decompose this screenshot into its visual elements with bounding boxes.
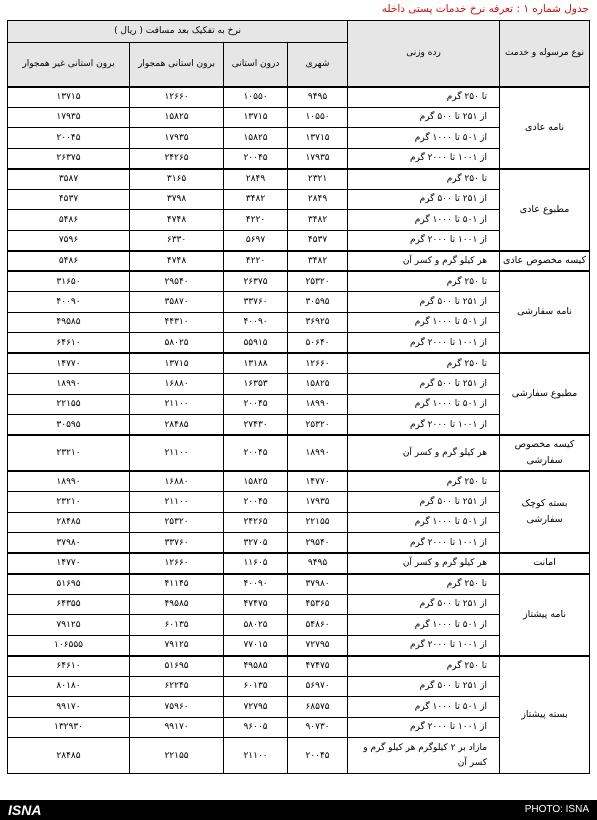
service-type-cell: امانت <box>500 553 590 574</box>
price-adjacent-cell: ۵۸۰۲۵ <box>130 333 224 354</box>
table-row <box>8 471 590 492</box>
header-city: شهری <box>288 43 348 87</box>
price-city-cell: ۱۸۹۹۰ <box>288 394 348 415</box>
price-non-adjacent-cell: ۶۴۶۱۰ <box>8 656 130 677</box>
price-in-province-cell: ۳۲۷۰۵ <box>224 533 288 554</box>
price-adjacent-cell: ۵۱۶۹۵ <box>130 656 224 677</box>
weight-range-cell: از ۵۰۱ تا ۱۰۰۰ گرم <box>348 210 500 231</box>
price-adjacent-cell: ۶۳۳۰ <box>130 230 224 251</box>
price-city-cell: ۱۸۹۹۰ <box>288 435 348 471</box>
price-city-cell: ۳۶۹۲۵ <box>288 312 348 333</box>
price-city-cell: ۱۵۸۲۵ <box>288 374 348 395</box>
price-non-adjacent-cell: ۳۱۶۵۰ <box>8 271 130 292</box>
price-non-adjacent-cell: ۶۴۶۱۰ <box>8 333 130 354</box>
price-in-province-cell: ۵۶۹۷ <box>224 230 288 251</box>
table-body <box>8 87 590 774</box>
price-non-adjacent-cell: ۳۷۹۸۰ <box>8 533 130 554</box>
price-city-cell: ۱۷۹۳۵ <box>288 148 348 169</box>
price-non-adjacent-cell: ۳۵۸۷ <box>8 169 130 190</box>
price-non-adjacent-cell: ۲۲۱۵۵ <box>8 394 130 415</box>
header-non-adjacent: برون استانی غیر همجوار <box>8 43 130 87</box>
price-in-province-cell: ۴۲۲۰ <box>224 251 288 272</box>
price-city-cell: ۳۷۹۸۰ <box>288 574 348 595</box>
price-non-adjacent-cell: ۷۹۱۲۵ <box>8 615 130 636</box>
price-city-cell: ۹۰۷۳۰ <box>288 717 348 738</box>
price-non-adjacent-cell: ۱۳۲۹۳۰ <box>8 717 130 738</box>
price-in-province-cell: ۳۴۸۲ <box>224 189 288 210</box>
header-weight: رده وزنی <box>348 21 500 87</box>
service-type-cell: نامه سفارشی <box>500 271 590 353</box>
price-non-adjacent-cell: ۲۸۴۸۵ <box>8 512 130 533</box>
service-type-cell: مطبوع عادی <box>500 169 590 251</box>
price-in-province-cell: ۵۵۹۱۵ <box>224 333 288 354</box>
price-non-adjacent-cell: ۴۹۵۸۵ <box>8 312 130 333</box>
header-service: نوع مرسوله و خدمت <box>500 21 590 87</box>
price-city-cell: ۵۶۹۷۰ <box>288 676 348 697</box>
weight-range-cell: مازاد بر ۲ کیلوگرم هر کیلو گرم و کسر آن <box>348 738 500 774</box>
table-row <box>8 353 590 374</box>
price-non-adjacent-cell: ۹۹۱۷۰ <box>8 697 130 718</box>
price-adjacent-cell: ۴۷۴۸ <box>130 251 224 272</box>
price-in-province-cell: ۱۱۶۰۵ <box>224 553 288 574</box>
weight-range-cell: از ۱۰۰۱ تا ۲۰۰۰ گرم <box>348 333 500 354</box>
service-type-cell: نامه عادی <box>500 87 590 169</box>
price-in-province-cell: ۲۴۲۶۵ <box>224 512 288 533</box>
price-adjacent-cell: ۱۶۸۸۰ <box>130 374 224 395</box>
weight-range-cell: از ۱۰۰۱ تا ۲۰۰۰ گرم <box>348 717 500 738</box>
weight-range-cell: از ۵۰۱ تا ۱۰۰۰ گرم <box>348 128 500 149</box>
price-adjacent-cell: ۲۱۱۰۰ <box>130 435 224 471</box>
price-city-cell: ۳۴۸۲ <box>288 210 348 231</box>
price-in-province-cell: ۷۲۷۹۵ <box>224 697 288 718</box>
weight-range-cell: از ۲۵۱ تا ۵۰۰ گرم <box>348 492 500 513</box>
footer-bar <box>0 800 597 820</box>
price-adjacent-cell: ۲۵۳۲۰ <box>130 512 224 533</box>
price-adjacent-cell: ۲۸۴۸۵ <box>130 415 224 436</box>
price-in-province-cell: ۱۳۱۸۸ <box>224 353 288 374</box>
price-city-cell: ۲۸۴۹ <box>288 189 348 210</box>
price-in-province-cell: ۴۷۴۷۵ <box>224 594 288 615</box>
price-in-province-cell: ۲۶۳۷۵ <box>224 271 288 292</box>
price-in-province-cell: ۲۰۰۴۵ <box>224 148 288 169</box>
table-row <box>8 87 590 108</box>
price-in-province-cell: ۷۷۰۱۵ <box>224 635 288 656</box>
price-in-province-cell: ۵۸۰۲۵ <box>224 615 288 636</box>
weight-range-cell: از ۵۰۱ تا ۱۰۰۰ گرم <box>348 697 500 718</box>
table-row <box>8 656 590 677</box>
price-adjacent-cell: ۶۲۲۴۵ <box>130 676 224 697</box>
price-adjacent-cell: ۲۲۱۵۵ <box>130 738 224 774</box>
price-adjacent-cell: ۴۱۱۴۵ <box>130 574 224 595</box>
price-adjacent-cell: ۱۶۸۸۰ <box>130 471 224 492</box>
price-adjacent-cell: ۳۷۹۸ <box>130 189 224 210</box>
weight-range-cell: تا ۲۵۰ گرم <box>348 271 500 292</box>
weight-range-cell: تا ۲۵۰ گرم <box>348 353 500 374</box>
price-adjacent-cell: ۲۹۵۴۰ <box>130 271 224 292</box>
price-city-cell: ۹۴۹۵ <box>288 87 348 108</box>
price-in-province-cell: ۱۵۸۲۵ <box>224 471 288 492</box>
price-non-adjacent-cell: ۱۴۷۷۰ <box>8 353 130 374</box>
price-adjacent-cell: ۱۷۹۳۵ <box>130 128 224 149</box>
table-row <box>8 574 590 595</box>
price-non-adjacent-cell: ۲۰۰۴۵ <box>8 128 130 149</box>
photo-credit: PHOTO: ISNA <box>524 804 589 815</box>
table-row <box>8 435 590 471</box>
price-city-cell: ۲۵۳۲۰ <box>288 415 348 436</box>
price-city-cell: ۵۴۸۶۰ <box>288 615 348 636</box>
table-row <box>8 251 590 272</box>
weight-range-cell: از ۲۵۱ تا ۵۰۰ گرم <box>348 292 500 313</box>
price-adjacent-cell: ۳۳۷۶۰ <box>130 533 224 554</box>
price-city-cell: ۳۰۵۹۵ <box>288 292 348 313</box>
weight-range-cell: هر کیلو گرم و کسر آن <box>348 553 500 574</box>
header-adjacent: برون استانی همجوار <box>130 43 224 87</box>
price-non-adjacent-cell: ۳۰۵۹۵ <box>8 415 130 436</box>
price-non-adjacent-cell: ۴۵۳۷ <box>8 189 130 210</box>
weight-range-cell: تا ۲۵۰ گرم <box>348 169 500 190</box>
price-non-adjacent-cell: ۱۸۹۹۰ <box>8 471 130 492</box>
price-in-province-cell: ۱۶۳۵۳ <box>224 374 288 395</box>
price-city-cell: ۴۵۳۷ <box>288 230 348 251</box>
price-non-adjacent-cell: ۲۶۳۷۵ <box>8 148 130 169</box>
price-city-cell: ۷۲۷۹۵ <box>288 635 348 656</box>
weight-range-cell: از ۱۰۰۱ تا ۲۰۰۰ گرم <box>348 148 500 169</box>
table-row <box>8 271 590 292</box>
weight-range-cell: تا ۲۵۰ گرم <box>348 656 500 677</box>
weight-range-cell: از ۲۵۱ تا ۵۰۰ گرم <box>348 594 500 615</box>
header-in-province: درون استانی <box>224 43 288 87</box>
weight-range-cell: از ۱۰۰۱ تا ۲۰۰۰ گرم <box>348 415 500 436</box>
price-in-province-cell: ۱۵۸۲۵ <box>224 128 288 149</box>
price-non-adjacent-cell: ۸۰۱۸۰ <box>8 676 130 697</box>
price-city-cell: ۵۰۶۴۰ <box>288 333 348 354</box>
price-in-province-cell: ۱۳۷۱۵ <box>224 107 288 128</box>
weight-range-cell: از ۱۰۰۱ تا ۲۰۰۰ گرم <box>348 635 500 656</box>
service-type-cell: نامه پیشتاز <box>500 574 590 656</box>
price-city-cell: ۴۷۴۷۵ <box>288 656 348 677</box>
price-adjacent-cell: ۱۲۶۶۰ <box>130 87 224 108</box>
price-non-adjacent-cell: ۱۷۹۳۵ <box>8 107 130 128</box>
price-non-adjacent-cell: ۶۴۳۵۵ <box>8 594 130 615</box>
price-in-province-cell: ۱۰۵۵۰ <box>224 87 288 108</box>
weight-range-cell: از ۵۰۱ تا ۱۰۰۰ گرم <box>348 394 500 415</box>
price-adjacent-cell: ۴۷۴۸ <box>130 210 224 231</box>
price-adjacent-cell: ۳۱۶۵ <box>130 169 224 190</box>
weight-range-cell: هر کیلو گرم و کسر آن <box>348 435 500 471</box>
weight-range-cell: از ۲۵۱ تا ۵۰۰ گرم <box>348 676 500 697</box>
price-in-province-cell: ۴۰۰۹۰ <box>224 574 288 595</box>
price-non-adjacent-cell: ۴۰۰۹۰ <box>8 292 130 313</box>
service-type-cell: کیسه مخصوص سفارشی <box>500 435 590 471</box>
price-in-province-cell: ۲۰۰۴۵ <box>224 435 288 471</box>
price-non-adjacent-cell: ۵۴۸۶ <box>8 210 130 231</box>
price-non-adjacent-cell: ۲۳۲۱۰ <box>8 492 130 513</box>
weight-range-cell: از ۱۰۰۱ تا ۲۰۰۰ گرم <box>348 230 500 251</box>
price-non-adjacent-cell: ۱۴۷۷۰ <box>8 553 130 574</box>
weight-range-cell: تا ۲۵۰ گرم <box>348 574 500 595</box>
weight-range-cell: از ۱۰۰۱ تا ۲۰۰۰ گرم <box>348 533 500 554</box>
price-adjacent-cell: ۶۰۱۳۵ <box>130 615 224 636</box>
price-non-adjacent-cell: ۵۱۶۹۵ <box>8 574 130 595</box>
price-in-province-cell: ۲۰۰۴۵ <box>224 492 288 513</box>
price-city-cell: ۱۲۶۶۰ <box>288 353 348 374</box>
postal-tariff-table <box>7 20 590 774</box>
price-non-adjacent-cell: ۲۳۲۱۰ <box>8 435 130 471</box>
weight-range-cell: از ۲۵۱ تا ۵۰۰ گرم <box>348 107 500 128</box>
table-caption: جدول شماره ۱ : تعرفه نرخ خدمات پستی داخله <box>381 3 589 15</box>
price-city-cell: ۱۴۷۷۰ <box>288 471 348 492</box>
price-city-cell: ۱۷۹۳۵ <box>288 492 348 513</box>
service-type-cell: بسته پیشتاز <box>500 656 590 774</box>
price-city-cell: ۳۴۸۲ <box>288 251 348 272</box>
price-non-adjacent-cell: ۱۳۷۱۵ <box>8 87 130 108</box>
price-adjacent-cell: ۷۵۹۶۰ <box>130 697 224 718</box>
price-adjacent-cell: ۳۵۸۷۰ <box>130 292 224 313</box>
price-non-adjacent-cell: ۲۸۴۸۵ <box>8 738 130 774</box>
price-adjacent-cell: ۲۱۱۰۰ <box>130 394 224 415</box>
price-in-province-cell: ۲۱۱۰۰ <box>224 738 288 774</box>
weight-range-cell: از ۵۰۱ تا ۱۰۰۰ گرم <box>348 615 500 636</box>
price-in-province-cell: ۲۷۴۳۰ <box>224 415 288 436</box>
price-in-province-cell: ۴۲۲۰ <box>224 210 288 231</box>
price-adjacent-cell: ۴۹۵۸۵ <box>130 594 224 615</box>
price-city-cell: ۶۸۵۷۵ <box>288 697 348 718</box>
table-row <box>8 169 590 190</box>
weight-range-cell: از ۵۰۱ تا ۱۰۰۰ گرم <box>348 312 500 333</box>
price-in-province-cell: ۹۶۰۰۵ <box>224 717 288 738</box>
price-city-cell: ۱۰۵۵۰ <box>288 107 348 128</box>
service-type-cell: مطبوع سفارشی <box>500 353 590 435</box>
price-adjacent-cell: ۹۹۱۷۰ <box>130 717 224 738</box>
service-type-cell: کیسه مخصوص عادی <box>500 251 590 272</box>
weight-range-cell: از ۲۵۱ تا ۵۰۰ گرم <box>348 374 500 395</box>
weight-range-cell: از ۲۵۱ تا ۵۰۰ گرم <box>348 189 500 210</box>
price-city-cell: ۲۲۱۵۵ <box>288 512 348 533</box>
weight-range-cell: هر کیلو گرم و کسر آن <box>348 251 500 272</box>
table-row <box>8 553 590 574</box>
price-in-province-cell: ۳۳۷۶۰ <box>224 292 288 313</box>
price-adjacent-cell: ۱۲۶۶۰ <box>130 553 224 574</box>
price-non-adjacent-cell: ۱۸۹۹۰ <box>8 374 130 395</box>
price-city-cell: ۴۵۳۶۵ <box>288 594 348 615</box>
header-price-group: نرخ به تفکیک بعد مسافت ( ریال ) <box>8 21 348 43</box>
price-adjacent-cell: ۲۴۲۶۵ <box>130 148 224 169</box>
price-city-cell: ۲۹۵۴۰ <box>288 533 348 554</box>
price-city-cell: ۱۳۷۱۵ <box>288 128 348 149</box>
price-city-cell: ۲۵۳۲۰ <box>288 271 348 292</box>
price-in-province-cell: ۲۰۰۴۵ <box>224 394 288 415</box>
weight-range-cell: تا ۲۵۰ گرم <box>348 87 500 108</box>
price-city-cell: ۲۰۰۴۵ <box>288 738 348 774</box>
price-adjacent-cell: ۴۴۳۱۰ <box>130 312 224 333</box>
isna-logo: ISNA <box>8 802 42 818</box>
price-in-province-cell: ۴۰۰۹۰ <box>224 312 288 333</box>
weight-range-cell: تا ۲۵۰ گرم <box>348 471 500 492</box>
price-adjacent-cell: ۱۳۷۱۵ <box>130 353 224 374</box>
price-non-adjacent-cell: ۵۴۸۶ <box>8 251 130 272</box>
price-adjacent-cell: ۲۱۱۰۰ <box>130 492 224 513</box>
service-type-cell: بسته کوچک سفارشی <box>500 471 590 553</box>
price-city-cell: ۲۳۲۱ <box>288 169 348 190</box>
price-in-province-cell: ۶۰۱۳۵ <box>224 676 288 697</box>
price-non-adjacent-cell: ۷۵۹۶ <box>8 230 130 251</box>
price-adjacent-cell: ۱۵۸۲۵ <box>130 107 224 128</box>
price-adjacent-cell: ۷۹۱۲۵ <box>130 635 224 656</box>
price-non-adjacent-cell: ۱۰۶۵۵۵ <box>8 635 130 656</box>
price-city-cell: ۹۴۹۵ <box>288 553 348 574</box>
weight-range-cell: از ۵۰۱ تا ۱۰۰۰ گرم <box>348 512 500 533</box>
price-in-province-cell: ۲۸۴۹ <box>224 169 288 190</box>
price-in-province-cell: ۴۹۵۸۵ <box>224 656 288 677</box>
